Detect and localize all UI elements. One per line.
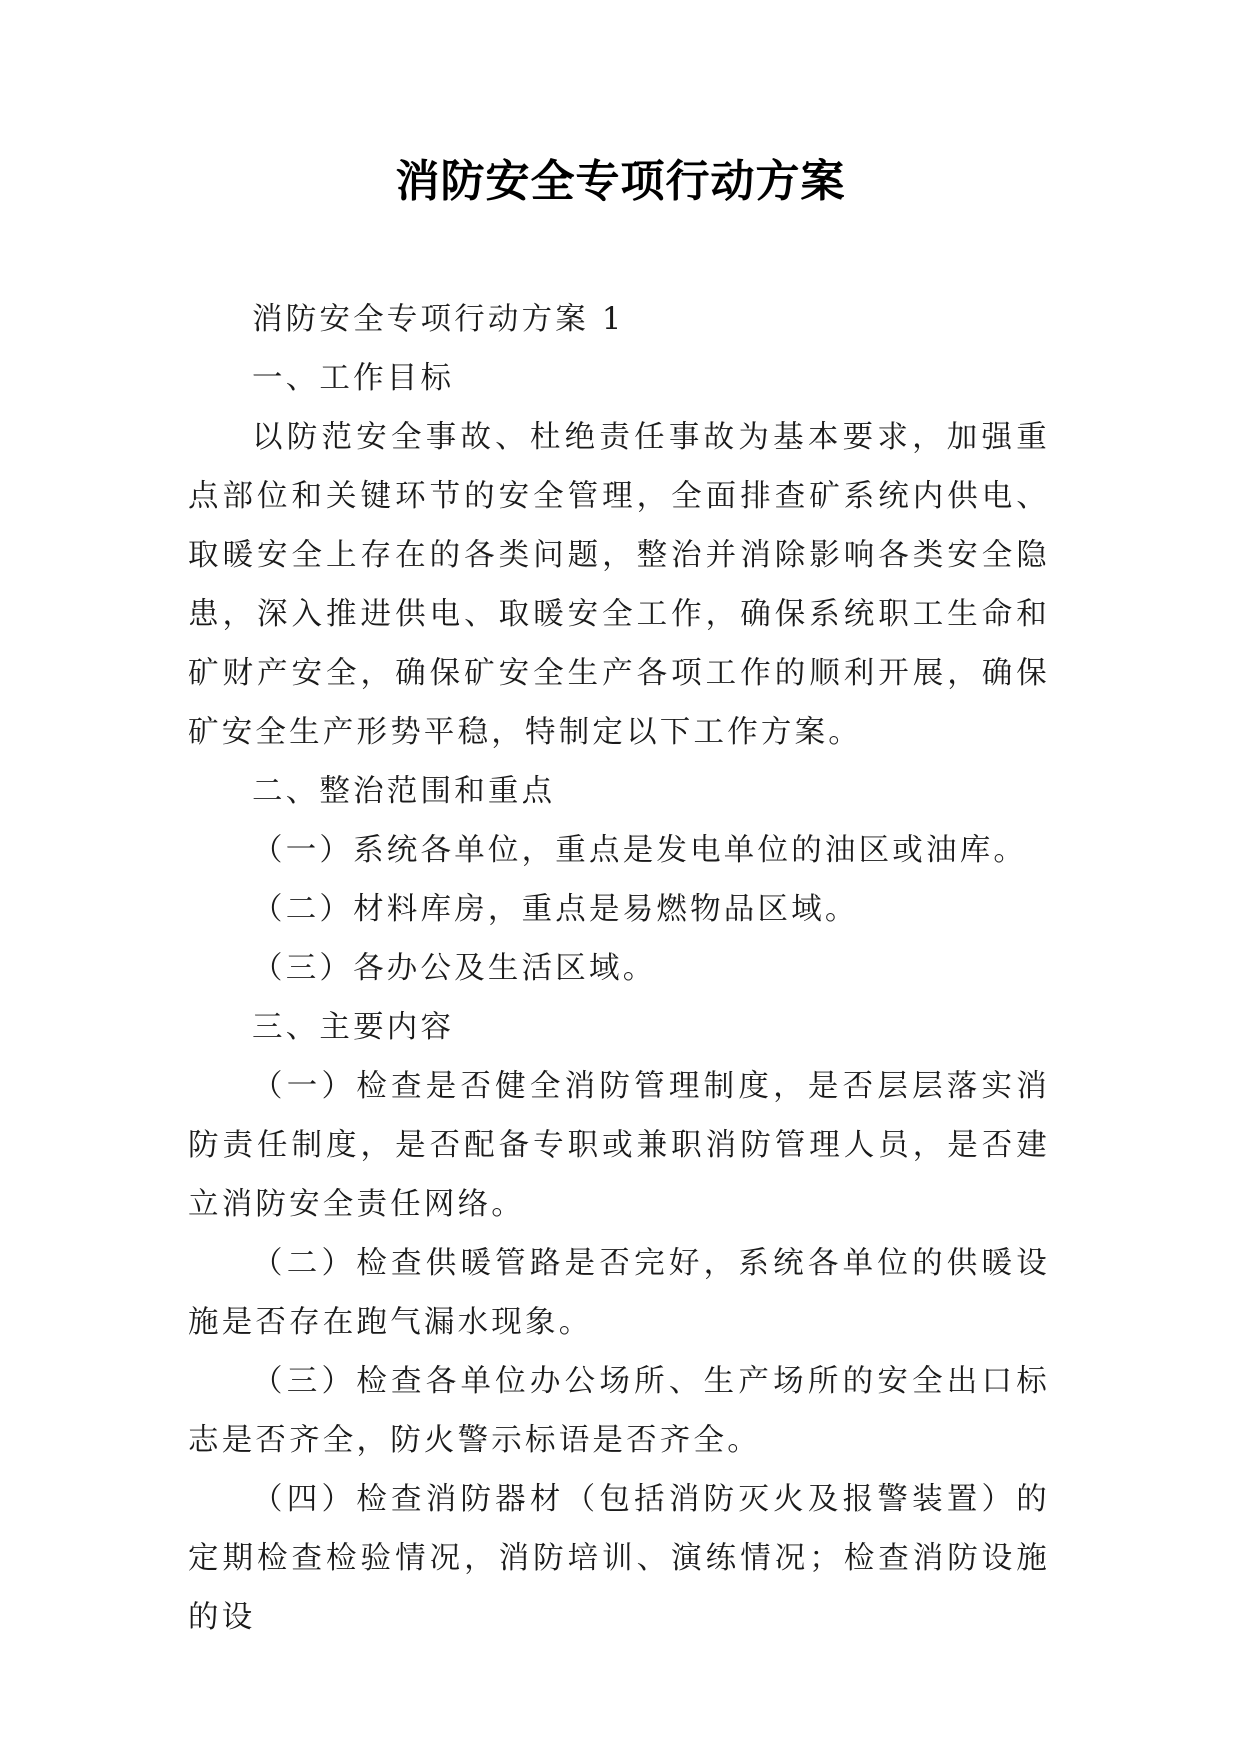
document-title: 消防安全专项行动方案 (395, 156, 846, 207)
content-item-3: （三）检查各单位办公场所、生产场所的安全出口标志是否齐全，防火警示标语是否齐全。 (188, 1364, 1050, 1458)
content-item-4: （四）检查消防器材（包括消防灭火及报警装置）的定期检查检验情况，消防培训、演练情况；检查消防设施的设 (188, 1482, 1050, 1635)
scope-item-1: （一）系统各单位，重点是发电单位的油区或油库。 (252, 833, 1028, 868)
scope-item-2: （二）材料库房，重点是易燃物品区域。 (252, 892, 859, 927)
section-heading-goals: 一、工作目标 (252, 361, 455, 396)
paragraph-goals: 以防范安全事故、杜绝责任事故为基本要求，加强重点部位和关键环节的安全管理，全面排查矿系统内供电、取暖安全上存在的各类问题，整治并消除影响各类安全隐患，深入推进供电、取暖安全工作，确保系统职工生命和矿财产安全，确保矿安全生产各项工作的顺利开展，确保矿安全生产形势平稳，特制定以下工作方案。 (188, 420, 1050, 750)
content-item-2: （二）检查供暖管路是否完好，系统各单位的供暖设施是否存在跑气漏水现象。 (188, 1246, 1050, 1340)
content-item-1: （一）检查是否健全消防管理制度，是否层层落实消防责任制度，是否配备专职或兼职消防管理人员，是否建立消防安全责任网络。 (188, 1069, 1050, 1222)
section-heading-content: 三、主要内容 (252, 1010, 455, 1045)
scope-item-3: （三）各办公及生活区域。 (252, 951, 657, 986)
document-body (188, 290, 1050, 1647)
section-heading-scope: 二、整治范围和重点 (252, 774, 556, 809)
paragraph-subtitle: 消防安全专项行动方案 1 (252, 302, 625, 337)
